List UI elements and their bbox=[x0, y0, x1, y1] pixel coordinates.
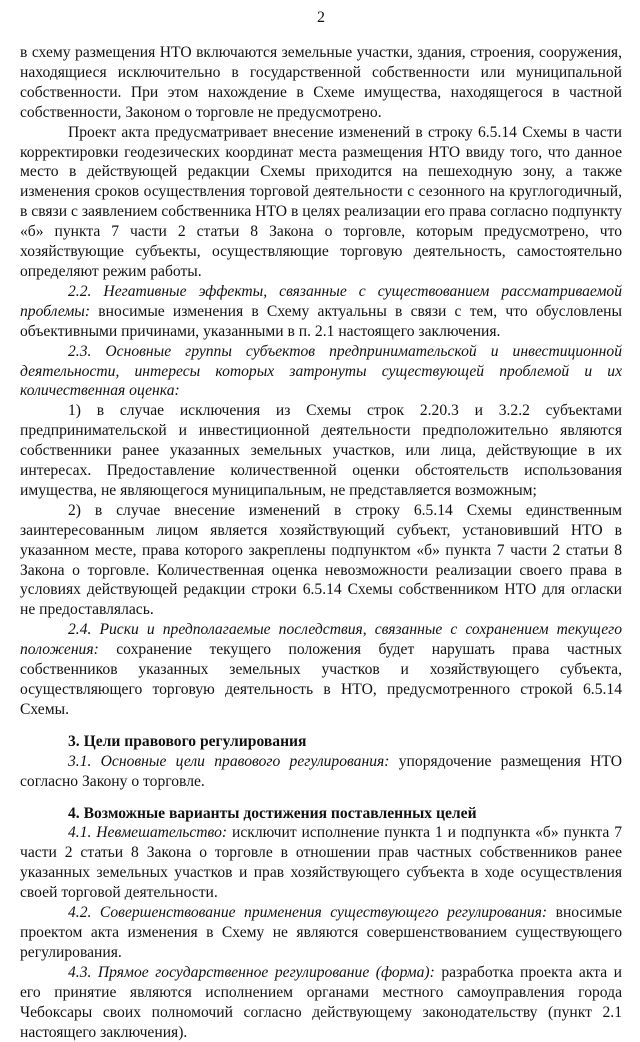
paragraph-4-1 bbox=[20, 823, 622, 903]
section-4-heading: 4. Возможные варианты достижения поставленных целей bbox=[68, 804, 477, 822]
paragraph-4-2 bbox=[20, 903, 622, 963]
text-4-1: исключит исполнение пункта 1 и подпункта «б» пункта 7 части 2 статьи 8 Закона о торговле в отношении прав частных собственников ранее указанных земельных участков и прав хозяйствующего субъекта в ходе осуществления своей торговой деятельности. bbox=[20, 824, 622, 902]
paragraph-4-3 bbox=[20, 963, 622, 1042]
paragraph-3-1 bbox=[20, 752, 622, 792]
lead-4-3: 4.3. Прямое государственное регулирование (форма): bbox=[68, 963, 435, 981]
paragraph-2-3 bbox=[20, 342, 622, 402]
page-number: 2 bbox=[317, 9, 325, 26]
paragraph-list-item-2: 2) в случае внесение изменений в строку 6.5.14 Схемы единственным заинтересованным лицом является хозяйствующий субъект, установивший НТО в указанном месте, права которого закреплены подпунктом «б» пункта 7 части 2 статьи 8 Закона о торговле. Количественная оценка невозможности реализации своего права в условиях действующей редакции строки 6.5.14 Схемы собственником НТО для огласки не предоставлялась. bbox=[20, 501, 622, 619]
lead-3-1: 3.1. Основные цели правового регулирования: bbox=[68, 752, 390, 770]
lead-4-2: 4.2. Совершенствование применения существующего регулирования: bbox=[68, 904, 548, 922]
text-4-2: вносимые проектом акта изменения в Схему не являются совершенствованием существующего регулирования. bbox=[20, 904, 623, 961]
text-3-1: упорядочение размещения НТО согласно Закону о торговле. bbox=[20, 752, 623, 790]
lead-2-4: 2.4. Риски и предполагаемые последствия, связанные с сохранением текущего положения: bbox=[20, 621, 622, 659]
paragraph-2-2 bbox=[20, 282, 622, 342]
paragraph-continuation: в схему размещения НТО включаются земельные участки, здания, строения, сооружения, находящиеся исключительно в государственной собственности или муниципальной собственности. При этом нахождение в Схеме имущества, находящегося в частной собственности, Законом о торговле не предусмотрено. bbox=[20, 44, 622, 121]
text-4-3: разработка проекта акта и его принятие являются исполнением органами местного самоуправления города Чебоксары своих полномочий согласно действующему законодательству (пункт 2.1 настоящего заключения). bbox=[20, 963, 622, 1041]
text-2-2: вносимые изменения в Схему актуальны в связи с тем, что обусловлены объективными причинами, указанными в п. 2.1 настоящего заключения. bbox=[20, 302, 622, 340]
paragraph-project-act: Проект акта предусматривает внесение изменений в строку 6.5.14 Схемы в части корректировки геодезических координат места размещения НТО ввиду того, что данное место в действующей редакции Схемы приходится на пешеходную зону, а также изменения сроков осуществления торговой деятельности с сезонного на круглогодичный, в связи с заявлением собственника НТО в целях реализации его права согласно подпункту «б» пункта 7 части 2 статьи 8 Закона о торговле, которым предусмотрено, что хозяйствующие субъекты, осуществляющие торговую деятельность, самостоятельно определяют режим работы. bbox=[20, 123, 622, 280]
paragraph-2-4 bbox=[20, 620, 622, 720]
lead-2-2: 2.2. Негативные эффекты, связанные с существованием рассматриваемой проблемы: bbox=[20, 282, 622, 320]
lead-2-3: 2.3. Основные группы субъектов предпринимательской и инвестиционной деятельности, интересы которых затронуты существующей проблемой и их количественная оценка: bbox=[20, 342, 622, 400]
section-3-heading: 3. Цели правового регулирования bbox=[68, 732, 307, 750]
paragraph-list-item-1: 1) в случае исключения из Схемы строк 2.20.3 и 3.2.2 субъектами предпринимательской и инвестиционной деятельности предположительно являются собственники ранее указанных земельных участков, или лица, действующие в их интересах. Предоставление количественной оценки обстоятельств использования имущества, не являющегося муниципальным, не представляется возможным; bbox=[20, 402, 622, 499]
text-2-4: сохранение текущего положения будет нарушать права частных собственников указанных земельных участков и хозяйствующего субъекта, осуществляющего торговую деятельность в НТО, предусмотренного строкой 6.5.14 Схемы. bbox=[20, 641, 622, 718]
lead-4-1: 4.1. Невмешательство: bbox=[68, 824, 228, 842]
